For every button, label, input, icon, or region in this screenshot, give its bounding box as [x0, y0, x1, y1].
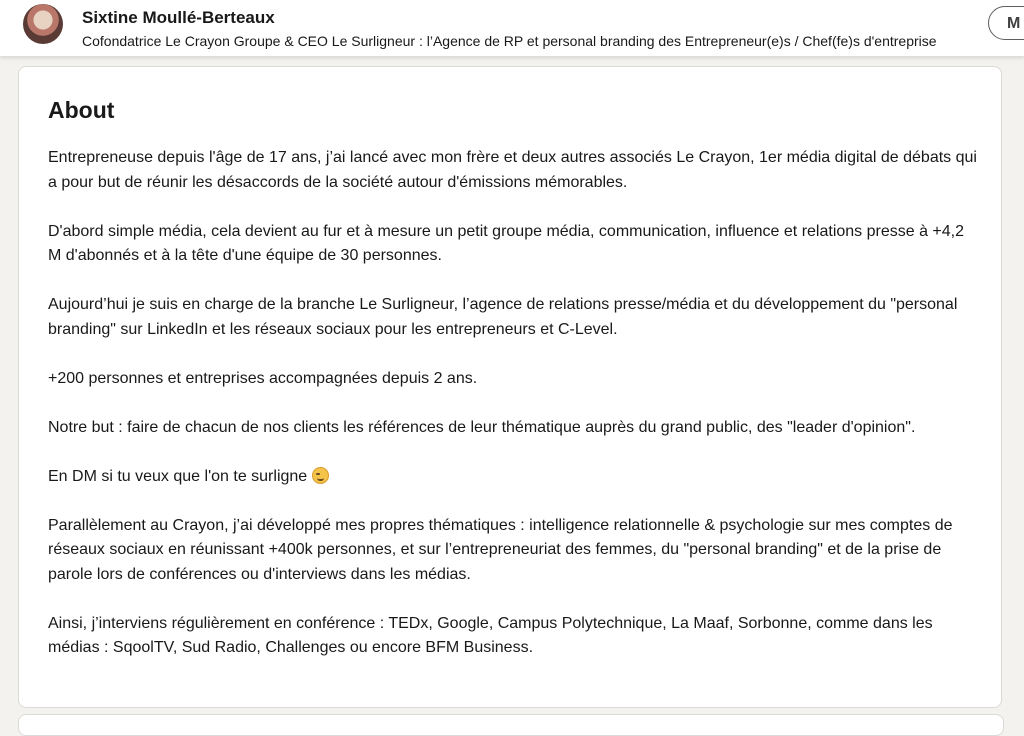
- about-paragraph: +200 personnes et entreprises accompagnées depuis 2 ans.: [48, 369, 478, 387]
- about-paragraph: Notre but : faire de chacun de nos clients les références de leur thématique auprès du grand public, des "leader d'opinion".: [48, 418, 916, 436]
- sticky-profile-header: [0, 0, 1024, 56]
- about-paragraph: D'abord simple média, cela devient au fur et à mesure un petit groupe média, communication, influence et relations presse à +4,2 M d'abonnés et à la tête d'une équipe de 30 personnes.: [48, 222, 965, 264]
- about-paragraph-dm-text: En DM si tu veux que l'on te surligne: [48, 467, 308, 485]
- about-paragraph: Parallèlement au Crayon, j’ai développé mes propres thématiques : intelligence relationnelle & psychologie sur mes comptes de réseaux sociaux en réunissant +400k personnes, et sur l’entrepreneuriat des femmes, du "personal branding" et de la prise de parole lors de conférences ou d'interviews dans les médias.: [48, 516, 953, 583]
- profile-name[interactable]: Sixtine Moullé-Berteaux: [82, 8, 275, 27]
- about-paragraph-dm: [48, 465, 978, 490]
- about-paragraph: Ainsi, j’interviens régulièrement en conférence : TEDx, Google, Campus Polytechnique, La Maaf, Sorbonne, comme dans les médias : SqoolTV, Sud Radio, Challenges ou encore BFM Business.: [48, 614, 933, 656]
- about-text: [48, 146, 978, 685]
- about-title: About: [48, 97, 115, 123]
- profile-headline: Cofondatrice Le Crayon Groupe & CEO Le Surligneur : l’Agence de RP et personal branding des Entrepreneur(e)s / Chef(fe)s d'entreprise: [82, 33, 937, 49]
- winking-face-icon: [312, 467, 329, 484]
- profile-avatar[interactable]: [23, 4, 63, 44]
- about-paragraph: Entrepreneuse depuis l'âge de 17 ans, j’ai lancé avec mon frère et deux autres associés Le Crayon, 1er média digital de débats qui a pour but de réunir les désaccords de la société autour d'émissions mémorables.: [48, 149, 977, 191]
- about-section: [18, 66, 1002, 708]
- about-paragraph: Aujourd’hui je suis en charge de la branche Le Surligneur, l’agence de relations presse/média et du développement du "personal branding" sur LinkedIn et les réseaux sociaux pour les entrepreneurs et C-Level.: [48, 296, 958, 338]
- message-button[interactable]: M: [988, 6, 1024, 40]
- next-section-card: [18, 714, 1004, 736]
